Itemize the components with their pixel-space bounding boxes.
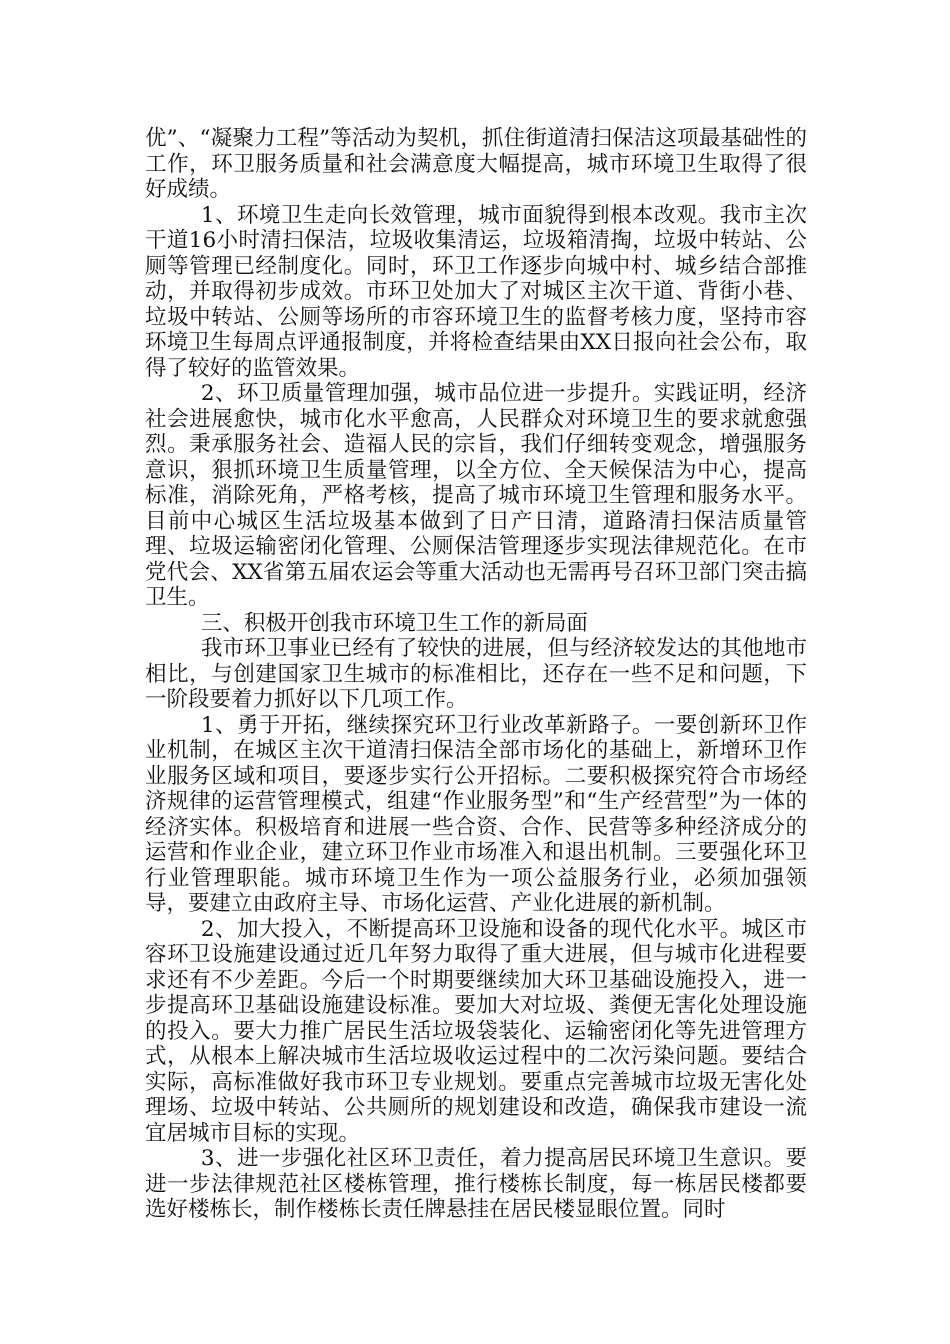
section-heading-new-situation: 三、积极开创我市环境卫生工作的新局面 <box>200 610 588 636</box>
paragraph-long-term-management: 1、环境卫生走向长效管理，城市面貌得到根本改观。我市主次干道16小时清扫保洁，垃圾收集清运，垃圾箱清掏，垃圾中转站、公厕等管理已经制度化。同时，环卫工作逐步向城中村、城乡结合部推动，并取得初步成效。市环卫处加大了对城区主次干道、背街小巷、垃圾中转站、公厕等场所的市容环境卫生的监督考核力度，坚持市容环境卫生每周点评通报制度，并将检查结果由XX日报向社会公布，取得了较好的监管效果。 <box>145 202 807 381</box>
paragraph-intro-continuation: 优”、“凝聚力工程”等活动为契机，抓住街道清扫保洁这项最基础性的工作，环卫服务质量和社会满意度大幅提高，城市环境卫生取得了很好成绩。 <box>145 126 807 202</box>
document-body <box>145 126 807 1223</box>
paragraph-quality-management: 2、环卫质量管理加强，城市品位进一步提升。实践证明，经济社会进展愈快，城市化水平愈高，人民群众对环境卫生的要求就愈强烈。秉承服务社会、造福人民的宗旨，我们仔细转变观念，增强服务意识，狠抓环境卫生质量管理，以全方位、全天候保洁为中心，提高标准，消除死角，严格考核，提高了城市环境卫生管理和服务水平。目前中心城区生活垃圾基本做到了日产日清，道路清扫保洁质量管理、垃圾运输密闭化管理、公厕保洁管理逐步实现法律规范化。在市党代会、XX省第五届农运会等重大活动也无需再号召环卫部门突击搞卫生。 <box>145 381 807 610</box>
paragraph-next-stage-intro: 我市环卫事业已经有了较快的进展，但与经济较发达的其他地市相比，与创建国家卫生城市的标准相比，还存在一些不足和问题，下一阶段要着力抓好以下几项工作。 <box>145 636 807 712</box>
paragraph-community-responsibility: 3、进一步强化社区环卫责任，着力提高居民环境卫生意识。要进一步法律规范社区楼栋管理，推行楼栋长制度，每一栋居民楼都要选好楼栋长，制作楼栋长责任牌悬挂在居民楼显眼位置。同时 <box>145 1146 807 1222</box>
paragraph-investment: 2、加大投入，不断提高环卫设施和设备的现代化水平。城区市容环卫设施建设通过近几年努力取得了重大进展，但与城市化进程要求还有不少差距。今后一个时期要继续加大环卫基础设施投入，进一步提高环卫基础设施建设标准。要加大对垃圾、粪便无害化处理设施的投入。要大力推广居民生活垃圾袋装化、运输密闭化等先进管理方式，从根本上解决城市生活垃圾收运过程中的二次污染问题。要结合实际，高标准做好我市环卫专业规划。要重点完善城市垃圾无害化处理场、垃圾中转站、公共厕所的规划建设和改造，确保我市建设一流宜居城市目标的实现。 <box>145 916 807 1146</box>
paragraph-reform: 1、勇于开拓，继续探究环卫行业改革新路子。一要创新环卫作业机制，在城区主次干道清扫保洁全部市场化的基础上，新增环卫作业服务区域和项目，要逐步实行公开招标。二要积极探究符合市场经济规律的运营管理模式，组建“作业服务型”和“生产经营型”为一体的经济实体。积极培育和进展一些合资、合作、民营等多种经济成分的运营和作业企业，建立环卫作业市场准入和退出机制。三要强化环卫行业管理职能。城市环境卫生作为一项公益服务行业，必须加强领导，要建立由政府主导、市场化运营、产业化进展的新机制。 <box>145 712 807 916</box>
